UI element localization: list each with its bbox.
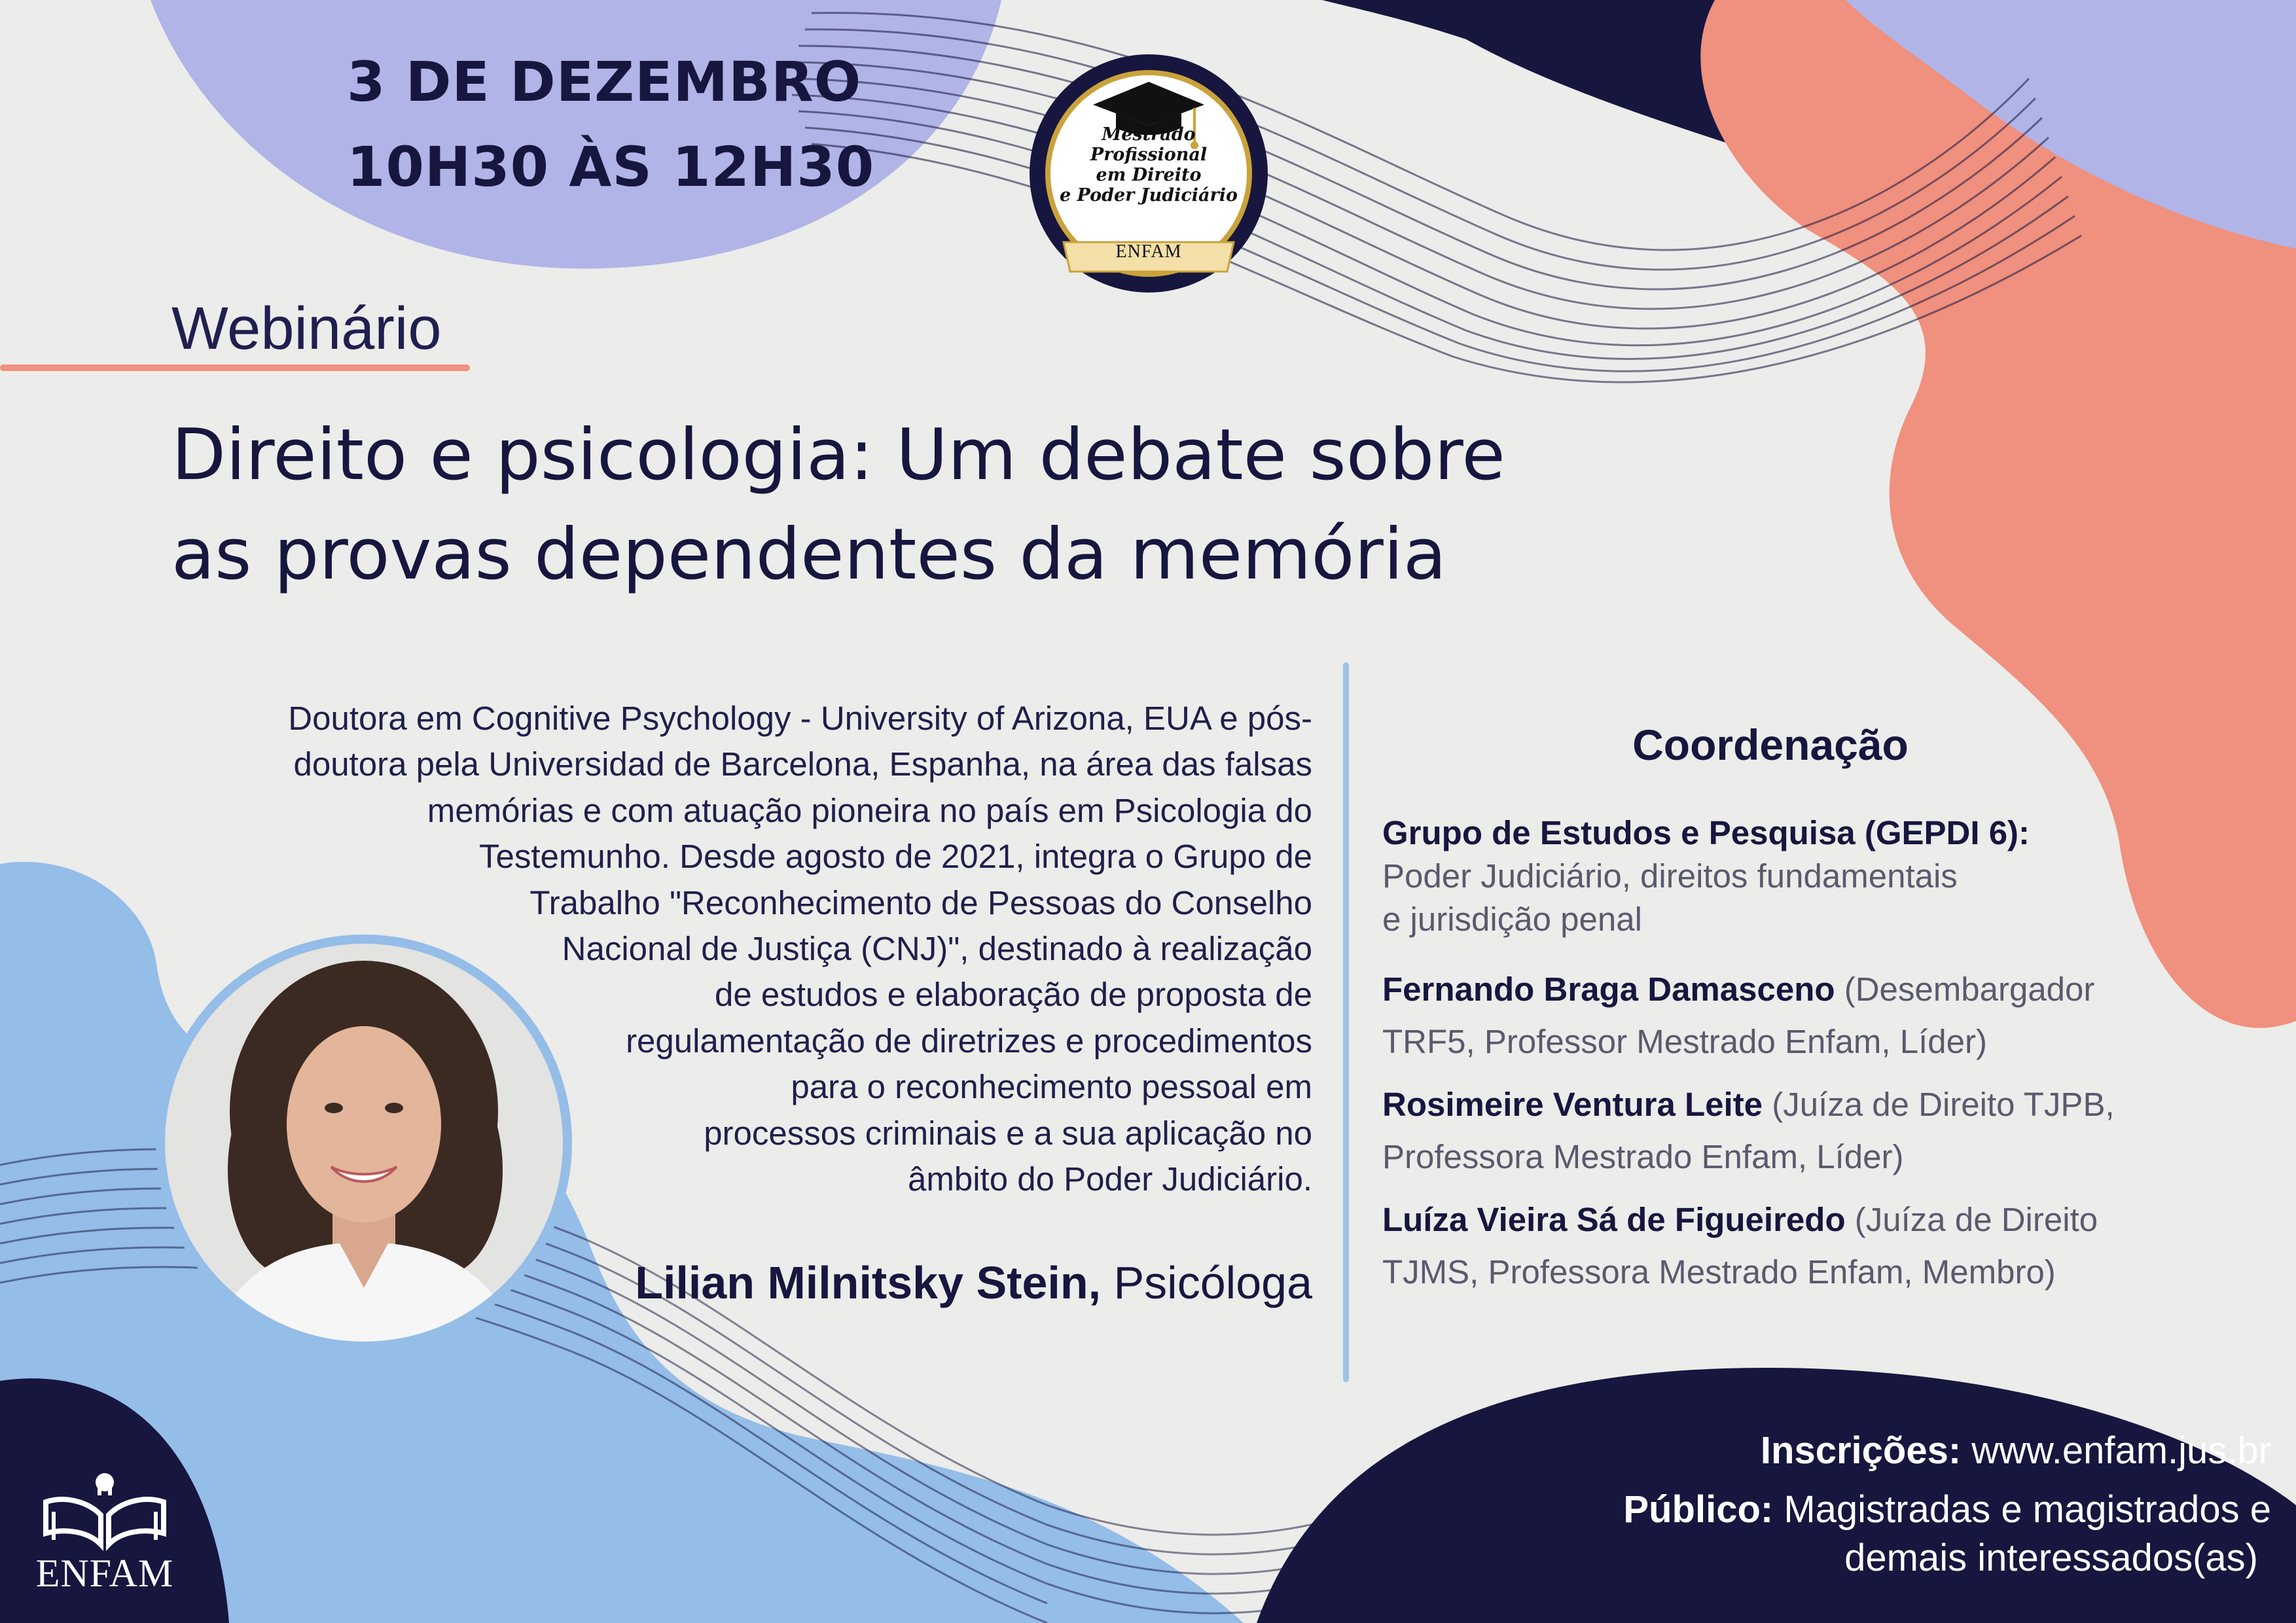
audience-label: Público:: [1623, 1488, 1774, 1531]
bio-line: Nacional de Justiça (CNJ)", destinado à realização: [562, 930, 1312, 968]
audience-value: Magistradas e magistrados e: [1773, 1488, 2271, 1531]
badge-line-3: em Direito: [1096, 165, 1202, 185]
bio-line: memórias e com atuação pioneira no país em Psicologia do: [427, 791, 1312, 829]
bio-line: de estudos e elaboração de proposta de: [714, 976, 1312, 1014]
event-kicker: Webinário: [171, 295, 442, 362]
event-datetime: [347, 39, 874, 209]
title-line-2: as provas dependentes da memória: [171, 514, 1447, 596]
bio-line: para o reconhecimento pessoal em: [791, 1068, 1312, 1106]
registration-label: Inscrições:: [1760, 1429, 1962, 1472]
audience-value-cont: demais interessados(as): [1844, 1537, 2258, 1579]
bio-line: Doutora em Cognitive Psychology - University of Arizona, EUA e pós-: [288, 700, 1312, 737]
coordinator-role: Professora Mestrado Enfam, Líder): [1382, 1138, 1904, 1175]
coordinator-item: [1382, 1079, 2259, 1183]
coordinator-name: Rosimeire Ventura Leite: [1382, 1086, 1763, 1123]
bio-line: doutora pela Universidad de Barcelona, Espanha, na área das falsas: [293, 745, 1312, 783]
program-badge: [1018, 46, 1280, 308]
badge-ribbon-text: ENFAM: [1115, 241, 1182, 262]
bio-line: âmbito do Poder Judiciário.: [907, 1160, 1312, 1198]
badge-line-4: e Poder Judiciário: [1059, 185, 1238, 205]
bio-line: processos criminais e a sua aplicação no: [704, 1114, 1312, 1152]
coordination-heading: Coordenação: [1632, 721, 1909, 769]
badge-text: [1018, 124, 1280, 205]
coordinator-name: Fernando Braga Damasceno: [1382, 971, 1835, 1008]
coordinator-role: (Juíza de Direito TJPB,: [1763, 1086, 2115, 1123]
coordinator-role: TJMS, Professora Mestrado Enfam, Membro): [1382, 1253, 2056, 1291]
group-desc-line: e jurisdição penal: [1382, 901, 1642, 938]
event-time: 10H30 ÀS 12H30: [347, 135, 875, 199]
registration-link[interactable]: www.enfam.jus.br: [1961, 1429, 2271, 1472]
event-title: [171, 406, 1677, 605]
badge-line-2: Profissional: [1090, 145, 1208, 165]
coordinator-role: (Desembargador: [1835, 971, 2095, 1008]
group-desc-line: Poder Judiciário, direitos fundamentais: [1382, 857, 1958, 895]
title-line-1: Direito e psicologia: Um debate sobre: [171, 414, 1505, 496]
event-date: 3 DE DEZEMBRO: [347, 50, 862, 114]
enfam-logo: [26, 1463, 183, 1600]
book-logo-icon: [26, 1463, 183, 1554]
coordinator-item: [1382, 963, 2259, 1068]
coordinator-role: TRF5, Professor Mestrado Enfam, Líder): [1382, 1023, 1987, 1060]
registration-row: [1440, 1427, 2271, 1475]
coordination-list: [1382, 812, 2259, 1298]
group-title: Grupo de Estudos e Pesquisa (GEPDI 6):: [1382, 814, 2030, 851]
coordinator-role: (Juíza de Direito: [1845, 1201, 2098, 1238]
speaker-name-line: [458, 1257, 1312, 1309]
registration-info: [1440, 1427, 2271, 1582]
bio-line: regulamentação de diretrizes e procedimentos: [626, 1022, 1312, 1060]
coordinator-name: Luíza Vieira Sá de Figueiredo: [1382, 1201, 1846, 1238]
speaker-name: Lilian Milnitsky Stein,: [635, 1257, 1102, 1308]
speaker-role: Psicóloga: [1101, 1257, 1312, 1308]
badge-line-1: Mestrado: [1102, 124, 1196, 145]
logo-text: ENFAM: [35, 1552, 174, 1595]
audience-row: [1440, 1486, 2271, 1534]
kicker-underline: [0, 365, 470, 371]
column-divider: [1343, 662, 1349, 1382]
bio-line: Trabalho "Reconhecimento de Pessoas do Conselho: [529, 883, 1312, 921]
bio-line: Testemunho. Desde agosto de 2021, integra o Grupo de: [478, 838, 1312, 876]
coordinator-item: [1382, 1194, 2259, 1298]
